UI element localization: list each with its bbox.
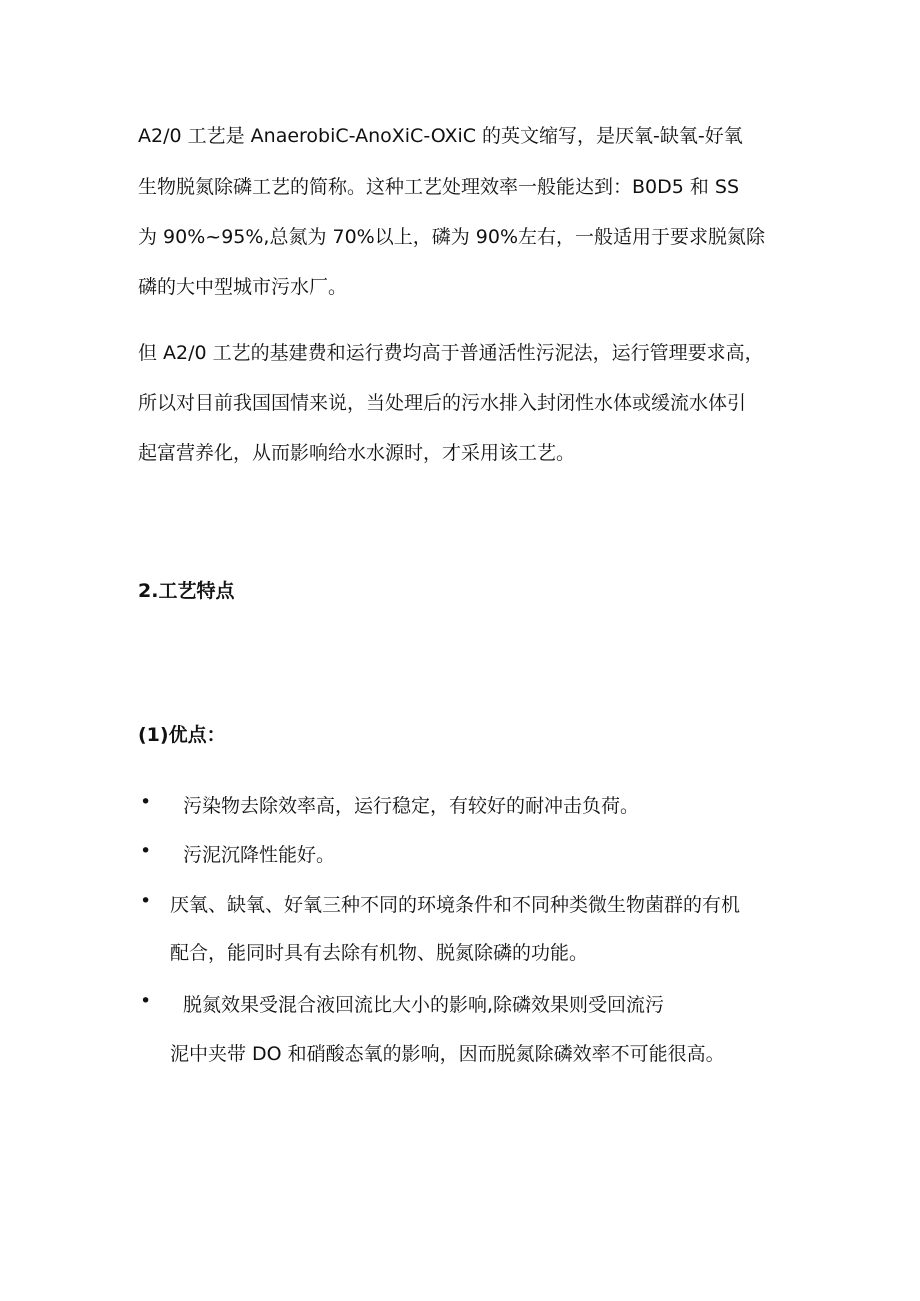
paragraph-2-line-2: 所以对目前我国国情来说，当处理后的污水排入封闭性水体或缓流水体引 [138, 392, 747, 414]
bullet-4-line-2: 泥中夹带 DO 和硝酸态氧的影响，因而脱氮除磷效率不可能很高。 [170, 1043, 725, 1065]
bullet-marker: • [140, 890, 152, 912]
bullet-marker: • [140, 840, 152, 862]
bullet-3-line-1: 厌氧、缺氧、好氧三种不同的环境条件和不同种类微生物菌群的有机 [170, 894, 741, 916]
bullet-marker: • [140, 791, 152, 813]
bullet-3-line-2: 配合，能同时具有去除有机物、脱氮除磷的功能。 [170, 942, 589, 964]
paragraph-2-line-1: 但 A2/0 工艺的基建费和运行费均高于普通活性污泥法，运行管理要求高， [138, 342, 764, 364]
section-heading: 2.工艺特点 [138, 580, 235, 602]
paragraph-1-line-1: A2/0 工艺是 AnaerobiC-AnoXiC-OXiC 的英文缩写，是厌氧-缺氧-好氧 [138, 125, 743, 147]
paragraph-1-line-4: 磷的大中型城市污水厂。 [138, 276, 348, 298]
bullet-4-line-1: 脱氮效果受混合液回流比大小的影响,除磷效果则受回流污 [183, 994, 665, 1016]
paragraph-1-line-2: 生物脱氮除磷工艺的简称。这种工艺处理效率一般能达到：B0D5 和 SS [138, 176, 740, 198]
paragraph-1-line-3: 为 90%~95%,总氮为 70%以上，磷为 90%左右，一般适用于要求脱氮除 [138, 226, 766, 248]
subsection-heading: (1)优点： [138, 724, 226, 746]
bullet-1-line-1: 污染物去除效率高，运行稳定，有较好的耐冲击负荷。 [183, 795, 640, 817]
bullet-marker: • [140, 990, 152, 1012]
bullet-2-line-1: 污泥沉降性能好。 [183, 844, 336, 866]
paragraph-2-line-3: 起富营养化，从而影响给水水源时，才采用该工艺。 [138, 442, 576, 464]
